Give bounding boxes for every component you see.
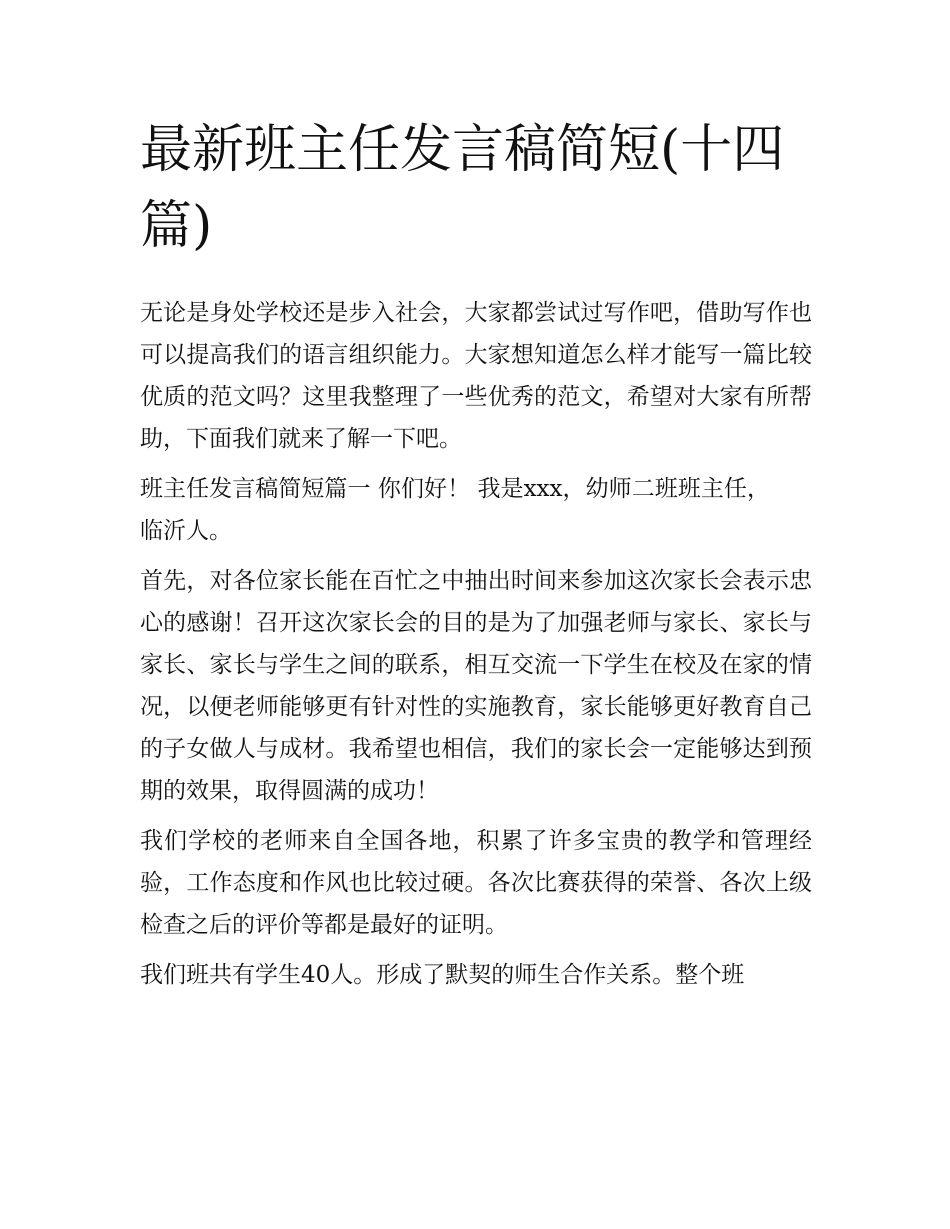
document-title: 最新班主任发言稿简短(十四篇): [140, 120, 785, 256]
paragraph-class: 我们班共有学生40人。形成了默契的师生合作关系。整个班: [140, 962, 745, 988]
paragraph-teachers: 我们学校的老师来自全国各地，积累了许多宝贵的教学和管理经验，工作态度和作风也比较过硬。各次比赛获得的荣誉、各次上级检查之后的评价等都是最好的证明。: [140, 828, 812, 938]
document-page: [140, 112, 812, 1004]
paragraph-speech-opening: 班主任发言稿简短篇一 你们好！ 我是xxx，幼师二班班主任，临沂人。: [140, 476, 770, 544]
paragraph-intro: 无论是身处学校还是步入社会，大家都尝试过写作吧，借助写作也可以提高我们的语言组织能力。大家想知道怎么样才能写一篇比较优质的范文吗？这里我整理了一些优秀的范文，希望对大家有所帮助，下面我们就来了解一下吧。: [140, 300, 812, 452]
paragraph-thanks: 首先，对各位家长能在百忙之中抽出时间来参加这次家长会表示忠心的感谢！召开这次家长会的目的是为了加强老师与家长、家长与家长、家长与学生之间的联系，相互交流一下学生在校及在家的情况，以便老师能够更有针对性的实施教育，家长能够更好教育自己的子女做人与成材。我希望也相信，我们的家长会一定能够达到预期的效果，取得圆满的成功！: [140, 568, 812, 804]
